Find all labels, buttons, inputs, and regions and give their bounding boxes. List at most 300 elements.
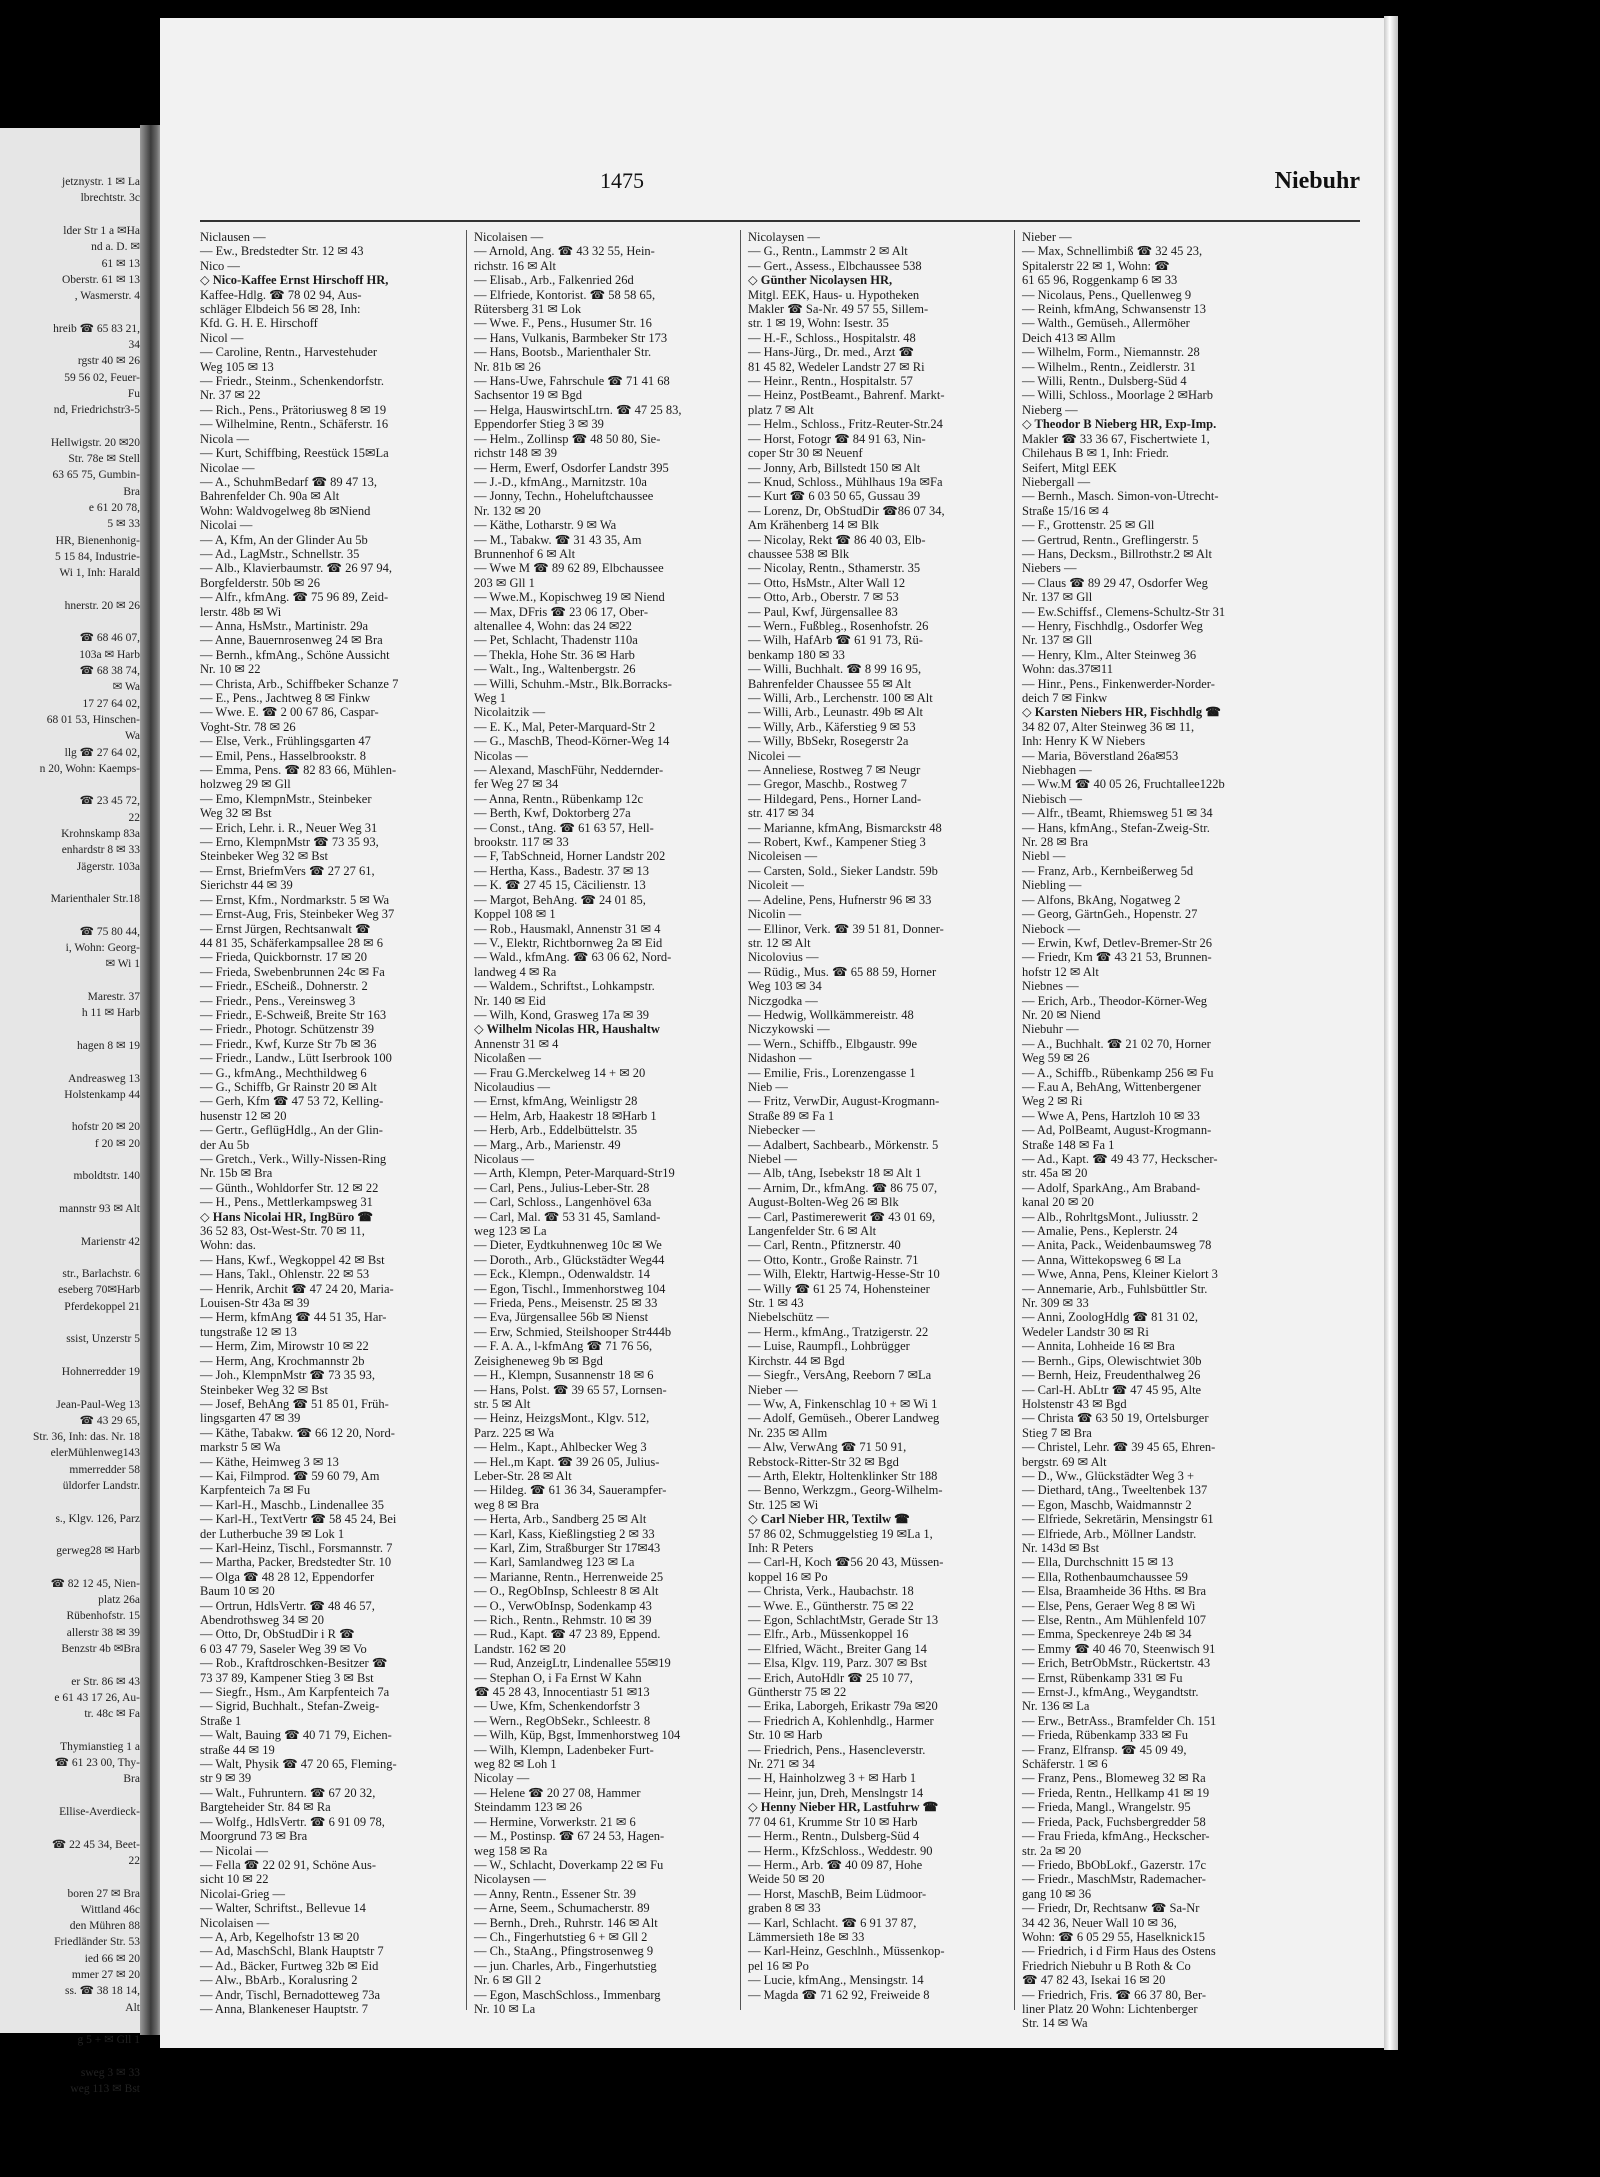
- left-page-line: enhardstr 8 ✉ 33: [61, 844, 140, 857]
- directory-entry-line: weg 158 ✉ Ra: [474, 1843, 548, 1858]
- directory-entry-line: Nicolae —: [200, 460, 255, 475]
- directory-entry-line: Nr. 37 ✉ 22: [200, 388, 261, 403]
- directory-entry-line: — Alb., Klavierbaumstr. ☎ 26 97 94,: [200, 561, 392, 576]
- directory-entry-line: — Alw., BbArb., Koralusring 2: [200, 1973, 358, 1988]
- page-edge: [1384, 16, 1398, 2050]
- directory-entry-line: — Karl-H., TextVertr ☎ 58 45 24, Bei: [200, 1512, 397, 1527]
- directory-entry-line: Nr. 309 ✉ 33: [1022, 1296, 1089, 1311]
- directory-entry-line: Nr. 140 ✉ Eid: [474, 993, 546, 1008]
- directory-entry-line: — Egon, Maschb, Waidmannstr 2: [1022, 1497, 1192, 1512]
- directory-entry-line: — Wwe. E. ☎ 2 00 67 86, Caspar-: [200, 705, 379, 720]
- left-page-line: e 61 20 78,: [88, 502, 140, 514]
- directory-entry-line: deich 7 ✉ Finkw: [1022, 691, 1108, 705]
- directory-entry-line: — Wwe. E., Güntherstr. 75 ✉ 22: [748, 1598, 914, 1613]
- directory-entry-line: Brunnenhof 6 ✉ Alt: [474, 546, 576, 561]
- left-page-line: ✉ Wi 1: [105, 958, 140, 971]
- directory-entry-line: — Käthe, Heimweg 3 ✉ 13: [200, 1454, 339, 1469]
- directory-entry-line: ◇ Günther Nicolaysen HR,: [748, 273, 893, 288]
- directory-entry-line: Nieber —: [748, 1382, 798, 1397]
- directory-entry-line: — Sigrid, Buchhalt., Stefan-Zweig-: [200, 1699, 380, 1714]
- directory-entry-line: — Arnold, Ang. ☎ 43 32 55, Hein-: [474, 244, 655, 259]
- directory-entry-line: Kaffee-Hdlg. ☎ 78 02 94, Aus-: [200, 287, 362, 302]
- directory-entry-line: — Elsa, Braamheide 36 Hths. ✉ Bra: [1022, 1584, 1207, 1599]
- directory-entry-line: — Wern., RegObSekr., Schleestr. 8: [474, 1713, 651, 1728]
- left-page-line: Jägerstr. 103a: [76, 860, 140, 873]
- directory-entry-line: — Friedr., E-Schweiß, Breite Str 163: [200, 1007, 387, 1022]
- directory-entry-line: — Eck., Klempn., Odenwaldstr. 14: [474, 1267, 651, 1282]
- directory-entry-line: Bargteheider Str. 84 ✉ Ra: [200, 1800, 331, 1815]
- directory-entry-line: — G., Rentn., Lammstr 2 ✉ Alt: [748, 244, 908, 259]
- left-page-line: Fu: [127, 387, 140, 400]
- directory-entry-line: — Ernst, Rübenkamp 331 ✉ Fu: [1022, 1670, 1183, 1685]
- left-page-line: Friedländer Str. 53: [54, 1936, 140, 1949]
- directory-entry-line: — Paul, Kwf, Jürgensallee 83: [748, 604, 898, 619]
- directory-entry-line: August-Bolten-Weg 26 ✉ Blk: [748, 1195, 899, 1210]
- directory-entry-line: — Uwe, Kfm, Schenkendorfstr 3: [474, 1699, 640, 1714]
- directory-entry-line: — Hinr., Pens., Finkenwerder-Norder-: [1022, 676, 1215, 691]
- left-page-line: allerstr 38 ✉ 39: [66, 1626, 140, 1639]
- directory-entry-line: — Helm, Arb, Haakestr 18 ✉Harb 1: [474, 1108, 657, 1123]
- directory-entry-line: — Wwe.M., Kopischweg 19 ✉ Niend: [474, 590, 665, 605]
- directory-entry-line: Sachsentor 19 ✉ Bgd: [474, 388, 583, 403]
- directory-entry-line: — Ad, PolBeamt, August-Krogmann-: [1022, 1123, 1212, 1138]
- directory-entry-line: — Ernst, kfmAng, Weinligstr 28: [474, 1094, 638, 1109]
- directory-entry-line: — Adalbert, Sachbearb., Mörkenstr. 5: [748, 1137, 939, 1152]
- directory-entry-line: — Käthe, Lotharstr. 9 ✉ Wa: [474, 518, 617, 533]
- directory-entry-line: — Max, DFris ☎ 23 06 17, Ober-: [474, 604, 648, 619]
- directory-entry-line: — Stephan O, i Fa Ernst W Kahn: [474, 1670, 642, 1685]
- left-page-line: mboldtstr. 140: [73, 1170, 140, 1183]
- directory-entry-line: — Ernst, Kfm., Nordmarkstr. 5 ✉ Wa: [200, 892, 390, 907]
- directory-entry-line: — Claus ☎ 89 29 47, Osdorfer Weg: [1022, 575, 1208, 590]
- directory-entry-line: Niebl —: [1022, 849, 1066, 864]
- directory-entry-line: — A., Buchhalt. ☎ 21 02 70, Horner: [1022, 1036, 1211, 1051]
- directory-entry-line: — M., Tabakw. ☎ 31 43 35, Am: [474, 532, 642, 547]
- directory-entry-line: Nicola —: [200, 431, 249, 446]
- directory-entry-line: — Erich, BetrObMstr., Rückertstr. 43: [1022, 1656, 1211, 1671]
- directory-entry-line: Nicolai-Grieg —: [200, 1886, 286, 1901]
- directory-entry-line: — Alb., RohrltgsMont., Juliusstr. 2: [1022, 1209, 1199, 1224]
- left-page-line: 5 15 84, Industrie-: [55, 550, 140, 563]
- directory-entry-line: — Horst, Fotogr ☎ 84 91 63, Nin-: [748, 431, 926, 446]
- directory-entry-line: markstr 5 ✉ Wa: [200, 1440, 281, 1455]
- directory-entry-line: — Käthe, Tabakw. ☎ 66 12 20, Nord-: [200, 1425, 395, 1440]
- directory-entry-line: pel 16 ✉ Po: [748, 1958, 809, 1973]
- directory-entry-line: — Eva, Jürgensallee 56b ✉ Nienst: [474, 1310, 649, 1325]
- directory-entry-line: str. 45a ✉ 20: [1022, 1166, 1088, 1181]
- directory-entry-line: — Helm., Zollinsp ☎ 48 50 80, Sie-: [474, 431, 661, 446]
- directory-entry-line: Niebisch —: [1022, 791, 1083, 806]
- left-page-line: HR, Bienenhonig-: [55, 534, 140, 547]
- directory-entry-line: — Friedrich, i d Firm Haus des Ostens: [1022, 1944, 1216, 1959]
- directory-entry-line: — Rud., Kapt. ☎ 47 23 89, Eppend.: [474, 1627, 661, 1642]
- directory-entry-line: — Adolf, Gemüseh., Oberer Landweg: [748, 1411, 940, 1426]
- directory-entry-line: — Karl-Heinz, Tischl., Forsmannstr. 7: [200, 1540, 393, 1555]
- directory-entry-line: — Carl, Pastimerewerit ☎ 43 01 69,: [748, 1209, 936, 1224]
- directory-entry-line: — Ernst Jürgen, Rechtsanwalt ☎: [200, 921, 371, 936]
- directory-entry-line: — A, Kfm, An der Glinder Au 5b: [200, 532, 368, 547]
- left-page-line: llg ☎ 27 64 02,: [64, 746, 140, 759]
- directory-entry-line: schläger Elbdeich 56 ✉ 28, Inh:: [200, 302, 361, 317]
- directory-entry-line: — Andr, Tischl, Bernadotteweg 73a: [200, 1987, 381, 2002]
- directory-entry-line: — F. A. A., l-kfmAng ☎ 71 76 56,: [474, 1339, 653, 1354]
- directory-column-1: [200, 230, 455, 2030]
- directory-entry-line: weg 8 ✉ Bra: [474, 1497, 539, 1512]
- directory-entry-line: — Wald., kfmAng. ☎ 63 06 62, Nord-: [474, 950, 672, 965]
- directory-entry-line: — F, TabSchneid, Horner Landstr 202: [474, 849, 666, 864]
- left-page-line: 22: [128, 1854, 140, 1867]
- directory-entry-line: — H., Klempn, Susannenstr 18 ✉ 6: [474, 1368, 654, 1383]
- directory-entry-line: — K. ☎ 27 45 15, Cäcilienstr. 13: [474, 878, 646, 893]
- directory-entry-line: Leber-Str. 28 ✉ Alt: [474, 1468, 572, 1483]
- left-page-line: Ellise-Averdieck-: [59, 1806, 140, 1818]
- directory-entry-line: Nicolei —: [748, 748, 801, 763]
- directory-entry-line: — Carl-H, Koch ☎56 20 43, Müssen-: [748, 1555, 944, 1570]
- directory-entry-line: — Marianne, kfmAng, Bismarckstr 48: [748, 820, 942, 835]
- left-page-line: mmer 27 ✉ 20: [71, 1969, 140, 1981]
- directory-entry-line: — Herm, Ang, Krochmannstr 2b: [200, 1353, 365, 1368]
- directory-entry-line: — Hedwig, Wollkämmereistr. 48: [748, 1007, 914, 1022]
- directory-entry-line: Voght-Str. 78 ✉ 26: [200, 719, 296, 734]
- directory-entry-line: Wohn: Waldvogelweg 8b ✉Niend: [200, 503, 371, 518]
- left-page-line: Wa: [124, 730, 140, 743]
- directory-entry-line: — Arth, Klempn, Peter-Marquard-Str19: [474, 1166, 675, 1181]
- left-page-line: ☎ 68 38 74,: [79, 665, 140, 677]
- directory-entry-line: — Karl, Schlacht. ☎ 6 91 37 87,: [748, 1915, 917, 1930]
- directory-entry-line: — Else, Verk., Frühlingsgarten 47: [200, 734, 371, 749]
- directory-entry-line: — Christa ☎ 63 50 19, Ortelsburger: [1022, 1411, 1209, 1426]
- directory-entry-line: — Elfriede, Sekretärin, Mensingstr 61: [1022, 1512, 1214, 1527]
- left-page-line: den Mühren 88: [69, 1920, 140, 1933]
- left-page-line: ☎ 75 80 44,: [79, 925, 140, 938]
- directory-entry-line: — Alw, VerwAng ☎ 71 50 91,: [748, 1440, 907, 1455]
- directory-entry-line: — Wwe A, Pens, Hartzloh 10 ✉ 33: [1022, 1108, 1200, 1123]
- directory-entry-line: — Wilhelm., Rentn., Zeidlerstr. 31: [1022, 359, 1196, 374]
- directory-entry-line: Louisen-Str 43a ✉ 39: [200, 1296, 310, 1311]
- directory-entry-line: — Hermine, Vorwerkstr. 21 ✉ 6: [474, 1814, 636, 1829]
- directory-entry-line: — Walt., Ing., Waltenbergstr. 26: [474, 662, 636, 677]
- directory-entry-line: Nicolaisen —: [474, 230, 544, 244]
- directory-entry-line: Niczgodka —: [748, 993, 818, 1008]
- directory-entry-line: — Anna, Rentn., Rübenkamp 12c: [474, 791, 644, 806]
- left-page-line: eseberg 70✉Harb: [58, 1284, 140, 1297]
- directory-entry-line: — Ew., Bredstedter Str. 12 ✉ 43: [200, 244, 364, 259]
- directory-entry-line: — Gretch., Verk., Willy-Nissen-Ring: [200, 1152, 387, 1166]
- directory-entry-line: — Wern., Fußbleg., Rosenhofstr. 26: [748, 618, 929, 633]
- directory-entry-line: — Nicolay, Rekt ☎ 86 40 03, Elb-: [748, 532, 926, 547]
- directory-entry-line: — Bernh., Dreh., Ruhrstr. 146 ✉ Alt: [474, 1915, 658, 1930]
- directory-entry-line: Nr. 137 ✉ Gll: [1022, 633, 1093, 648]
- directory-entry-line: Niclausen —: [200, 230, 266, 244]
- directory-entry-line: — Caroline, Rentn., Harvestehuder: [200, 345, 378, 360]
- directory-entry-line: — Georg, GärtnGeh., Hopenstr. 27: [1022, 907, 1198, 922]
- directory-entry-line: — Gerh, Kfm ☎ 47 53 72, Kelling-: [200, 1094, 384, 1109]
- directory-entry-line: Bahrenfelder Chaussee 55 ✉ Alt: [748, 676, 912, 691]
- directory-entry-line: benkamp 180 ✉ 33: [748, 647, 845, 662]
- directory-entry-line: — Willy, BbSekr, Rosegerstr 2a: [748, 734, 909, 749]
- directory-entry-line: Nidashon —: [748, 1051, 812, 1066]
- directory-entry-line: der Au 5b: [200, 1137, 250, 1152]
- directory-entry-line: — Alb, tAng, Isebekstr 18 ✉ Alt 1: [748, 1166, 922, 1181]
- left-page-line: Bra: [123, 485, 140, 498]
- directory-entry-line: — Frieda, Swebenbrunnen 24c ✉ Fa: [200, 964, 385, 979]
- directory-entry-line: — Bernh., Gips, Olewischtwiet 30b: [1022, 1353, 1202, 1368]
- directory-entry-line: — Hans, Kwf., Wegkoppel 42 ✉ Bst: [200, 1252, 385, 1267]
- directory-entry-line: Nr. 10 ✉ La: [474, 2001, 536, 2016]
- left-page-line: ☎ 22 45 34, Beet-: [51, 1838, 140, 1851]
- column-divider: [740, 230, 741, 2010]
- directory-entry-line: — Herm., KfzSchloss., Weddestr. 90: [748, 1843, 933, 1858]
- directory-entry-line: — Hildeg. ☎ 61 36 34, Sauerampfer-: [474, 1483, 667, 1498]
- directory-entry-line: Nicolaus —: [474, 1152, 535, 1166]
- directory-entry-line: brookstr. 117 ✉ 33: [474, 835, 569, 850]
- left-page-line: hagen 8 ✉ 19: [77, 1039, 140, 1052]
- directory-entry-line: Eppendorfer Stieg 3 ✉ 39: [474, 417, 604, 432]
- directory-entry-line: Weg 2 ✉ Ri: [1022, 1094, 1083, 1109]
- directory-entry-line: — Franz, Pens., Blomeweg 32 ✉ Ra: [1022, 1771, 1206, 1786]
- directory-entry-line: — Rud, AnzeigLtr, Lindenallee 55✉19: [474, 1656, 671, 1671]
- directory-entry-line: — Willi, Rentn., Dulsberg-Süd 4: [1022, 374, 1187, 389]
- directory-entry-line: Weg 103 ✉ 34: [748, 979, 822, 994]
- directory-entry-line: — Ellinor, Verk. ☎ 39 51 81, Donner-: [748, 921, 944, 936]
- left-page-line: g 5 + ✉ Gll 1: [77, 2034, 140, 2047]
- directory-entry-line: — Friedr., Steinm., Schenkendorfstr.: [200, 374, 385, 389]
- directory-entry-line: ☎ 45 28 43, Innocentiastr 51 ✉13: [474, 1685, 650, 1700]
- directory-entry-line: — Rich., Pens., Prätoriusweg 8 ✉ 19: [200, 402, 387, 417]
- directory-entry-line: — A., SchuhmBedarf ☎ 89 47 13,: [200, 474, 378, 489]
- directory-entry-line: 77 04 61, Krumme Str 10 ✉ Harb: [748, 1814, 918, 1829]
- directory-entry-line: — Willi, Buchhalt. ☎ 8 99 16 95,: [748, 662, 922, 677]
- directory-entry-line: hofstr 12 ✉ Alt: [1022, 964, 1099, 979]
- left-page-line: Holstenkamp 44: [64, 1088, 140, 1101]
- directory-entry-line: ◇ Karsten Niebers HR, Fischhdlg ☎: [1022, 705, 1221, 720]
- directory-entry-line: Str. 10 ✉ Harb: [748, 1728, 823, 1743]
- directory-entry-line: — Max, Schnellimbiß ☎ 32 45 23,: [1022, 244, 1203, 259]
- directory-entry-line: — O., VerwObInsp, Sodenkamp 43: [474, 1598, 652, 1613]
- directory-entry-line: — Herta, Arb., Sandberg 25 ✉ Alt: [474, 1512, 647, 1527]
- directory-entry-line: — Emo, KlempnMstr., Steinbeker: [200, 791, 372, 806]
- directory-entry-line: — Gregor, Maschb., Rostweg 7: [748, 777, 907, 792]
- directory-entry-line: — Pet, Schlacht, Thadenstr 110a: [474, 633, 638, 648]
- directory-entry-line: Steinbeker Weg 32 ✉ Bst: [200, 849, 328, 864]
- directory-entry-line: — Otto, HsMstr., Alter Wall 12: [748, 575, 906, 590]
- directory-entry-line: Chilehaus B ✉ 1, Inh: Friedr.: [1022, 446, 1169, 461]
- directory-entry-line: Deich 413 ✉ Allm: [1022, 330, 1116, 345]
- directory-entry-line: — Erw, Schmied, Steilshooper Str444b: [474, 1324, 672, 1339]
- directory-entry-line: straße 44 ✉ 19: [200, 1742, 275, 1757]
- directory-entry-line: — Ch., StaAng., Pfingstrosenweg 9: [474, 1944, 654, 1959]
- directory-entry-line: — Anna, Blankeneser Hauptstr. 7: [200, 2001, 369, 2016]
- directory-entry-line: — Ad, MaschSchl, Blank Hauptstr 7: [200, 1944, 384, 1959]
- left-page-line: ✉ Wa: [112, 681, 140, 694]
- directory-entry-line: Spitalerstr 22 ✉ 1, Wohn: ☎: [1022, 258, 1170, 273]
- directory-entry-line: — Ew.Schiffsf., Clemens-Schultz-Str 31: [1022, 604, 1226, 619]
- directory-entry-line: Nicolay —: [474, 1771, 530, 1786]
- directory-entry-line: Nr. 235 ✉ Allm: [748, 1425, 828, 1440]
- directory-entry-line: ◇ Wilhelm Nicolas HR, Haushaltw: [474, 1022, 660, 1037]
- directory-entry-line: — Elfriede, Kontorist. ☎ 58 58 65,: [474, 287, 656, 302]
- directory-entry-line: — Helm., Schloss., Fritz-Reuter-Str.24: [748, 417, 943, 432]
- left-page-line: 61 ✉ 13: [101, 257, 140, 270]
- left-page-line: Marestr. 37: [87, 991, 140, 1003]
- left-page-line: 17 27 64 02,: [82, 697, 140, 710]
- directory-entry-line: Niebelschütz —: [748, 1310, 829, 1325]
- directory-entry-line: — Hans, Decksm., Billrothstr.2 ✉ Alt: [1022, 546, 1212, 561]
- directory-entry-line: — Alfons, BkAng, Nogatweg 2: [1022, 892, 1181, 907]
- left-page-line: hnerstr. 20 ✉ 26: [64, 599, 140, 612]
- directory-entry-line: — Wern., Schiffb., Elbgaustr. 99e: [748, 1036, 917, 1051]
- directory-entry-line: — E., Pens., Jachtweg 8 ✉ Finkw: [200, 691, 371, 705]
- directory-entry-line: — Erich, Arb., Theodor-Körner-Weg: [1022, 993, 1208, 1008]
- directory-entry-line: — Jonny, Arb, Billstedt 150 ✉ Alt: [748, 460, 921, 475]
- directory-entry-line: Landstr. 162 ✉ 20: [474, 1641, 566, 1656]
- left-page-line: e 61 43 17 26, Au-: [54, 1691, 140, 1704]
- directory-entry-line: — Walt., Fuhruntern. ☎ 67 20 32,: [200, 1785, 376, 1800]
- directory-entry-line: liner Platz 20 Wohn: Lichtenberger: [1022, 2001, 1198, 2016]
- left-page-line: n 20, Wohn: Kaemps-: [39, 762, 140, 775]
- directory-entry-line: — Herm, Ewerf, Osdorfer Landstr 395: [474, 460, 669, 475]
- directory-entry-line: — Kurt, Schiffbing, Reestück 15✉La: [200, 446, 389, 461]
- directory-entry-line: — Ella, Rothenbaumchaussee 59: [1022, 1569, 1188, 1584]
- directory-entry-line: — Jonny, Techn., Hoheluftchaussee: [474, 489, 654, 504]
- directory-entry-line: — Ad., Bäcker, Furtweg 32b ✉ Eid: [200, 1958, 379, 1973]
- left-page-line: 68 01 53, Hinschen-: [46, 713, 140, 726]
- directory-entry-line: — F., Grottenstr. 25 ✉ Gll: [1022, 518, 1155, 533]
- directory-entry-line: Am Krähenberg 14 ✉ Blk: [748, 518, 880, 533]
- directory-entry-line: — Hans, Vulkanis, Barmbeker Str 173: [474, 330, 668, 345]
- directory-entry-line: — Ella, Durchschnitt 15 ✉ 13: [1022, 1555, 1174, 1570]
- directory-entry-line: — Horst, MaschB, Beim Lüdmoor-: [748, 1886, 927, 1901]
- directory-entry-line: — Magda ☎ 71 62 92, Freiweide 8: [748, 1987, 930, 2002]
- left-page-line: üldorfer Landstr.: [62, 1480, 140, 1492]
- directory-entry-line: — Friedr., Photogr. Schützenstr 39: [200, 1022, 374, 1037]
- directory-column-4: [1022, 230, 1277, 2030]
- directory-entry-line: — Else, Pens, Geraer Weg 8 ✉ Wi: [1022, 1598, 1196, 1613]
- directory-entry-line: — Karl, Samlandweg 123 ✉ La: [474, 1555, 635, 1570]
- directory-entry-line: 6 03 47 79, Saseler Weg 39 ✉ Vo: [200, 1641, 367, 1656]
- directory-entry-line: — Robert, Kwf., Kampener Stieg 3: [748, 835, 926, 850]
- header-rule: [200, 220, 1360, 222]
- directory-entry-line: Wohn: ☎ 6 05 29 55, Haselknick15: [1022, 1929, 1205, 1944]
- directory-entry-line: str. 5 ✉ Alt: [474, 1396, 531, 1411]
- directory-entry-line: — Willi, Schloss., Moorlage 2 ✉Harb: [1022, 388, 1213, 403]
- directory-entry-line: — Fella ☎ 22 02 91, Schöne Aus-: [200, 1857, 376, 1872]
- directory-entry-line: — Anna, HsMstr., Martinistr. 29a: [200, 618, 369, 633]
- directory-column-2: [474, 230, 729, 2030]
- directory-entry-line: — Rich., Rentn., Rehmstr. 10 ✉ 39: [474, 1613, 652, 1627]
- directory-entry-line: — Friedr., EScheiß., Dohnerstr. 2: [200, 979, 368, 994]
- directory-entry-line: — Wwe M ☎ 89 62 89, Elbchaussee: [474, 561, 664, 576]
- directory-entry-line: Schäferstr. 1 ✉ 6: [1022, 1757, 1108, 1772]
- directory-entry-line: — Herm., Arb. ☎ 40 09 87, Hohe: [748, 1857, 923, 1872]
- directory-entry-line: Baum 10 ✉ 20: [200, 1584, 275, 1599]
- directory-entry-line: — Elfriede, Arb., Möllner Landstr.: [1022, 1526, 1197, 1541]
- left-page-line: mannstr 93 ✉ Alt: [59, 1202, 140, 1215]
- directory-entry-line: — Otto, Kontr., Große Rainstr. 71: [748, 1252, 919, 1267]
- directory-entry-line: — Anita, Pack., Weidenbaumsweg 78: [1022, 1238, 1212, 1253]
- directory-entry-line: — Carl, Pens., Julius-Leber-Str. 28: [474, 1180, 650, 1195]
- directory-entry-line: — Frieda, Mangl., Wrangelstr. 95: [1022, 1800, 1191, 1815]
- left-page-line: Pferdekoppel 21: [64, 1300, 140, 1313]
- left-page-line: 103a ✉ Harb: [79, 648, 140, 661]
- directory-entry-line: kanal 20 ✉ 20: [1022, 1195, 1094, 1210]
- directory-entry-line: Nicoleisen —: [748, 849, 818, 864]
- left-page-line: ied 66 ✉ 20: [84, 1952, 140, 1965]
- left-page-line: 22: [128, 811, 140, 824]
- directory-entry-line: — Gertr., GeflügHdlg., An der Glin-: [200, 1123, 383, 1138]
- directory-entry-line: Weg 1: [474, 691, 506, 705]
- running-header: Niebuhr: [1274, 168, 1360, 194]
- directory-entry-line: — Kai, Filmprod. ☎ 59 60 79, Am: [200, 1468, 380, 1483]
- directory-entry-line: koppel 16 ✉ Po: [748, 1569, 828, 1584]
- directory-entry-line: — Emma, Speckenreye 24b ✉ 34: [1022, 1627, 1192, 1642]
- directory-entry-line: — Hans-Uwe, Fahrschule ☎ 71 41 68: [474, 374, 670, 389]
- directory-entry-line: — Hel.,m Kapt. ☎ 39 26 05, Julius-: [474, 1454, 660, 1469]
- directory-entry-line: — Friedr., MaschMstr, Rademacher-: [1022, 1872, 1206, 1887]
- directory-entry-line: Nr. 136 ✉ La: [1022, 1699, 1090, 1714]
- directory-entry-line: — Ernst, BriefmVers ☎ 27 27 61,: [200, 863, 375, 878]
- directory-entry-line: — Erich, AutoHdlr ☎ 25 10 77,: [748, 1670, 913, 1685]
- left-page-line: str., Barlachstr. 6: [62, 1268, 140, 1281]
- directory-entry-line: 34 42 36, Neuer Wall 10 ✉ 36,: [1022, 1915, 1177, 1930]
- directory-entry-line: — Friedr, Dr, Rechtsanw ☎ Sa-Nr: [1022, 1901, 1200, 1916]
- directory-entry-line: Nr. 81b ✉ 26: [474, 359, 541, 374]
- left-page-line: Oberstr. 61 ✉ 13: [62, 273, 140, 286]
- directory-entry-line: — G., kfmAng., Mechthildweg 6: [200, 1065, 367, 1080]
- directory-entry-line: husenstr 12 ✉ 20: [200, 1108, 287, 1123]
- left-page-line: Benzstr 4b ✉Bra: [61, 1643, 140, 1655]
- directory-entry-line: — Wilh, Elektr, Hartwig-Hesse-Str 10: [748, 1267, 940, 1282]
- left-page-line: ssist, Unzerstr 5: [66, 1333, 140, 1346]
- directory-entry-line: — Hans-Jürg., Dr. med., Arzt ☎: [748, 345, 915, 360]
- directory-entry-line: Weg 32 ✉ Bst: [200, 806, 272, 821]
- directory-entry-line: — Egon, MaschSchloss., Immenbarg: [474, 1987, 661, 2002]
- directory-entry-line: Seifert, Mitgl EEK: [1022, 460, 1117, 475]
- directory-entry-line: Steinbeker Weg 32 ✉ Bst: [200, 1382, 328, 1397]
- left-page-line: f 20 ✉ 20: [94, 1137, 140, 1150]
- directory-entry-line: — Friedr., Pens., Vereinsweg 3: [200, 993, 356, 1008]
- directory-entry-line: — Bernh., kfmAng., Schöne Aussicht: [200, 647, 390, 662]
- left-page-line: Wittland 46c: [80, 1903, 140, 1916]
- directory-entry-line: — Ch., Fingerhutstieg 6 + ✉ Gll 2: [474, 1929, 648, 1944]
- left-page-line: ☎ 43 29 65,: [79, 1414, 140, 1427]
- directory-entry-line: — Franz, Elfransp. ☎ 45 09 49,: [1022, 1742, 1187, 1757]
- directory-entry-line: — Frieda, Rübenkamp 333 ✉ Fu: [1022, 1728, 1189, 1743]
- directory-entry-line: — Adeline, Pens, Hufnerstr 96 ✉ 33: [748, 892, 932, 907]
- directory-entry-line: — Annemarie, Arb., Fuhlsbüttler Str.: [1022, 1281, 1208, 1296]
- directory-entry-line: — Nicolai —: [200, 1843, 269, 1858]
- directory-entry-line: Nr. 15b ✉ Bra: [200, 1166, 273, 1181]
- directory-entry-line: — Gertrud, Rentn., Greflingerstr. 5: [1022, 532, 1199, 547]
- left-page-line: Wi 1, Inh: Harald: [59, 567, 140, 580]
- directory-entry-line: — Ww, A, Finkenschlag 10 + ✉ Wi 1: [748, 1396, 938, 1411]
- directory-entry-line: — Lorenz, Dr, ObStudDir ☎86 07 34,: [748, 503, 945, 518]
- directory-entry-line: — Ernst-Aug, Fris, Steinbeker Weg 37: [200, 907, 395, 922]
- directory-entry-line: — Lucie, kfmAng., Mensingstr. 14: [748, 1973, 924, 1988]
- left-page-fragment: [0, 128, 142, 2096]
- directory-entry-line: richstr. 16 ✉ Alt: [474, 258, 557, 273]
- left-page-line: 5 ✉ 33: [107, 518, 140, 531]
- left-page-line: Str. 36, Inh: das. Nr. 18: [32, 1431, 140, 1444]
- directory-entry-line: — Willi, Arb., Lerchenstr. 100 ✉ Alt: [748, 691, 933, 705]
- directory-entry-line: — Frau Frieda, kfmAng., Heckscher-: [1022, 1829, 1210, 1844]
- directory-entry-line: — Dieter, Eydtkuhnenweg 10c ✉ We: [474, 1238, 662, 1253]
- left-page-line: Str. 78e ✉ Stell: [68, 453, 140, 466]
- directory-entry-line: — D., Ww., Glückstädter Weg 3 +: [1022, 1468, 1195, 1483]
- directory-entry-line: — Waldem., Schriftst., Lohkampstr.: [474, 979, 655, 994]
- directory-entry-line: — Marg., Arb., Marienstr. 49: [474, 1137, 621, 1152]
- directory-entry-line: — V., Elektr, Richtbornweg 2a ✉ Eid: [474, 935, 663, 950]
